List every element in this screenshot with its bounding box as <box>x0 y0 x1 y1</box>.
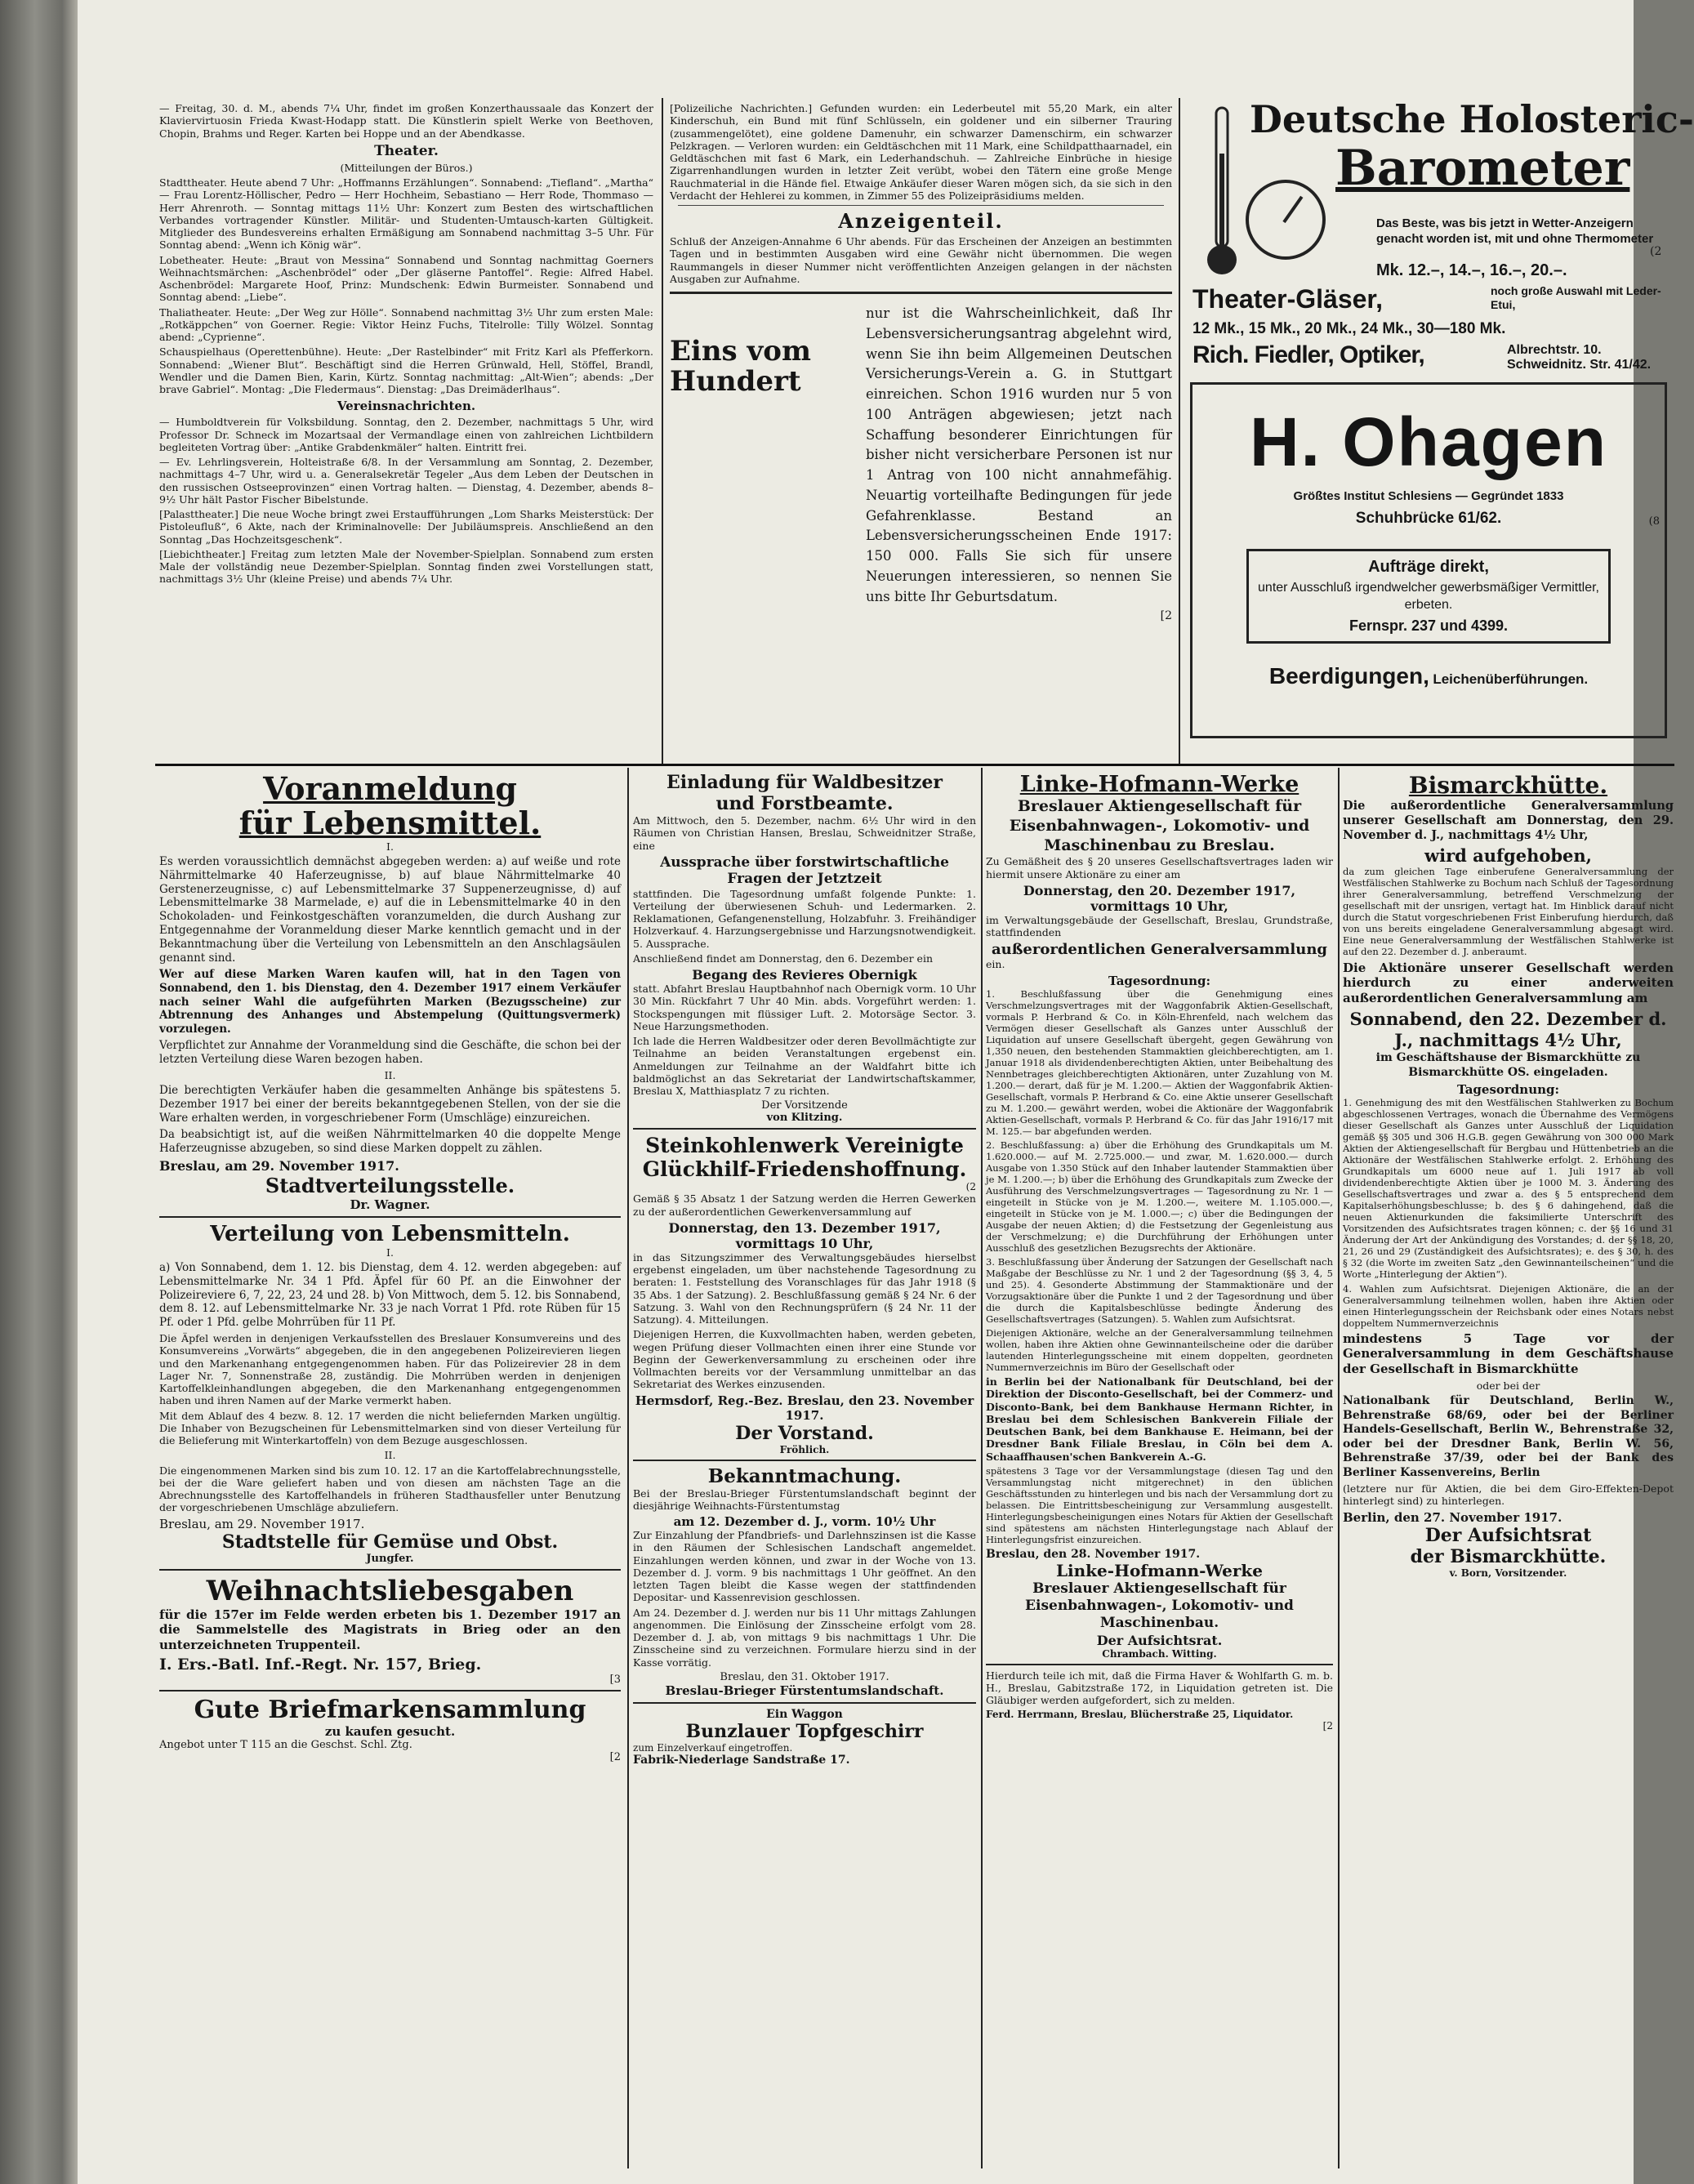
ohagen-ad <box>1190 382 1667 738</box>
bismarckhuette-date-2: Berlin, den 27. November 1917. <box>1343 1509 1562 1525</box>
book-binding-edge <box>0 0 78 2184</box>
voranmeldung-text-1: Es werden voraussichtlich demnächst abgegeben werden: a) auf weiße und rote Nährmittelmarke 40 Haferzeugnisse, b) auf blaue Nährmittelmarke 40 Gerstenerzeugnisse, c) auf Lebensmittelmarke 37 Suppenerzeugnisse, d) auf Lebensmittelmarke 38 Marmelade, e) auf die in Lebensmittelmarke 40 in den Schokoladen- und Feinkostgeschäften voranzumelden, die durch Aushang zur Entgegennahme der Voranmeldung dieser Marke kenntlich gemacht und in der Bekanntmachung über die Verteilung von Lebensmitteln an den Anschlagsäulen genannt sind. <box>159 854 621 965</box>
verteilung-date: Breslau, am 29. November 1917. <box>159 1516 365 1531</box>
divider-rule <box>159 1569 621 1571</box>
weihnacht-text: für die 157er im Felde werden erbeten bis 1. Dezember 1917 an die Sammelstelle des Magistrats in Brieg oder an den unterzeichneten Truppenteil. <box>159 1607 621 1653</box>
voranmeldung-title-2: für Lebensmittel. <box>238 804 542 841</box>
bismarckhuette-date: Sonnabend, den 22. Dezember d. J., nachmittags 4½ Uhr, <box>1349 1008 1667 1050</box>
stadttheater-notice: Stadttheater. Heute abend 7 Uhr: „Hoffmanns Erzählungen“. Sonnabend: „Tiefland“. „Martha“ — Frau Lorentz-Höllischer, Pedro — Herr Hochheim, Sebastiano — Herr Rode, Thommaso — Herr Ahrenroth. — Sonntag mittags 11½ Uhr: Konzert zum Besten des wirtschaftlichen Verbandes vortragender Künstler. Militär- und Studenten-Umtausch-karten Gültigkeit. Mitglieder des Bundesvereins erhalten Ermäßigung am Sonnabend nachmittag 3–5 Uhr. Für Sonntag abend: „Wenn ich König wär“. <box>159 176 653 252</box>
section-divider <box>155 764 1674 766</box>
theater-subheading: (Mitteilungen der Büros.) <box>340 161 473 174</box>
bismarckhuette-sign-1: Der Aufsichtsrat <box>1424 1524 1592 1546</box>
wald-text-3: Anschließend findet am Donnerstag, den 6. Dezember ein <box>633 952 934 965</box>
divider-rule <box>986 1664 1333 1665</box>
linke-hofmann-text-8: spätestens 3 Tage vor der Versammlungstage (diesen Tag und den Versammlungstag nicht mitgerechnet) in den üblichen Geschäftsstunden zu hinterlegen und bis nach der Versammlung dort zu belassen. Die Eintrittsbescheinigung zur Versammlung ausgestellt. Hinterlegungsbescheinigungen eines Notars für Aktien der Gesellschaft sind spätestens am nächsten Hinterlegungstage nach Ablauf der Hinterlegungsfrist einzureichen. <box>986 1464 1333 1545</box>
palasttheater-notice: [Palasttheater.] Die neue Woche bringt zwei Erstaufführungen „Lom Sharks Meisterstück: Der Pistoleufluß“, 6 Akte, nach der Kriminalnovelle: Der Jubiläumspreis. Anschließend an den Sonntag „Das Hochzeitsgeschenk“. <box>159 508 653 546</box>
divider-rule <box>159 1216 621 1218</box>
newspaper-page <box>78 0 1694 2184</box>
ohagen-burial-line <box>1192 663 1665 689</box>
verteilung-text-1: a) Von Sonnabend, dem 1. 12. bis Dienstag, dem 4. 12. werden abgegeben: auf Lebensmittelmarke Nr. 34 1 Pfd. Äpfel für 60 Pf. an die Einwohner der Polizeireviere 6, 7, 22, 23, 24 und 28. b) Von Mittwoch, dem 5. 12. bis Sonnabend, dem 8. 12. auf Lebensmittelmarke Nr. 33 je nach Vorrat 1 Pfd. rote Rüben für 15 Pf. oder 1 Pfd. gelbe Mohrrüben für 11 Pf. <box>159 1260 621 1330</box>
bismarckhuette-text-7: (letztere nur für Aktien, die bei dem Giro-Effekten-Depot hinterlegt sind) zu hinterlegen. <box>1343 1482 1674 1508</box>
wald-sign-1: Der Vorsitzende <box>761 1099 848 1112</box>
wald-text-1: Am Mittwoch, den 5. Dezember, nachm. 6½ Uhr wird in den Räumen von Christian Hansen, Breslau, Schweidnitzer Straße, eine <box>633 814 976 852</box>
anzeigen-notice: Schluß der Anzeigen-Annahme 6 Uhr abends. Für das Erscheinen der Anzeigen an bestimmten Tagen und in bestimmten Ausgaben wird eine Gewähr nicht übernommen. Die wegen Raummangels in dieser Nummer nicht veröffentlichten Anzeigen gelangen in der nächsten Ausgaben zur Aufnahme. <box>670 235 1172 285</box>
weihnacht-mark: [3 <box>609 1673 621 1686</box>
haver-sign: Ferd. Herrmann, Breslau, Blücherstraße 25, Liquidator. <box>986 1709 1294 1721</box>
steinkohlen-title-2: Glückhilf-Friedenshoffnung. <box>642 1157 967 1182</box>
bismarckhuette-tagesordnung: Tagesordnung: <box>1456 1082 1560 1098</box>
insurance-ad <box>670 304 1172 609</box>
barometer-title-2: Barometer <box>1335 140 1630 197</box>
haver-mark: [2 <box>1322 1720 1333 1732</box>
weihnacht-title: Weihnachtsliebesgaben <box>206 1574 574 1607</box>
verteilung-section-ii: II. <box>384 1449 396 1462</box>
linke-hofmann-sign-3: Der Aufsichtsrat. <box>1096 1632 1223 1648</box>
bismarckhuette-text-4: 1. Genehmigung des mit den Westfälischen Stahlwerken zu Bochum abgeschlossenen Vertrages, wonach die Übernahme des Vermögens dieser Gesellschaft als Ganzes unter Ausschluß der Liquidation gemäß §§ 305 und 306 H.G.B. gegen Gewährung von 300 000 Mark Aktien der Aktiengesellschaft für Bergbau und Hüttenbetrieb an die Aktionäre der Westfälischen Stahlwerke erfolgt. 2. Erhöhung des Grundkapitals um 6000 neue auf 1. Juli 1917 ab voll dividendenberechtigte Aktien über je 1000 M. 3. Änderung des Gesellschaftsvertrages und zwar a. des § 5 entsprechend dem Kapitalserhöhungsbeschlusse; b. des § 6 dahingehend, daß die neuen Aktienurkunden die faksimilierte Unterschrift des Vorsitzenden des Aufsichtsrates tragen können; c. der §§ 16 und 31 Änderung der Art der Ankündigung des Vorstandes; d. der §§ 18, 20, 21, 26 und 29 (Zuständigkeit des Aufsichtsrates); e. des § 30, h. des § 32 (die Worte im zweiten Satz „den Gewinnanteilscheinen“ und die Worte „Hinterlegung der Aktien“). <box>1343 1097 1674 1281</box>
verteilung-text-4: Die eingenommenen Marken sind bis zum 10. 12. 17 an die Kartoffelabrechnungsstelle, bei der die Ware geliefert haben und von diesen am nächsten Tage an die Abrechnungsstelle des Kartoffelhandels in früheren Stadthausfeller unter Benutzung der vorgeschriebenen Umschläge abzuliefern. <box>159 1464 621 1514</box>
column-divider <box>662 98 663 764</box>
bekanntmachung-sign: Breslau-Brieger Fürstentumslandschaft. <box>665 1683 944 1698</box>
column-divider <box>1338 768 1340 2168</box>
verteilung-text-2: Die Äpfel werden in denjenigen Verkaufsstellen des Breslauer Konsumvereins und des Konsumvereins „Vorwärts“ abgegeben, die in den angegebenen Polizeirevieren liegen und den Markenanhang entgegengenommen haben. Für das Polizeirevier 28 in dem Lager Nr. 7, Sonnenstraße 28, zuständig. Die Mohrrüben werden in denjenigen Kartoffelkleinhandlungen abgegeben, die den Markenanhang entgegengenommen haben und ihren Namen auf der Marke vermerkt haben. <box>159 1332 621 1407</box>
bismarckhuette-aufgehoben: wird aufgehoben, <box>1424 845 1592 867</box>
linke-hofmann-tagesordnung: Tagesordnung: <box>1108 973 1211 988</box>
column-divider <box>1179 98 1180 764</box>
bekanntmachung-text-1: Bei der Breslau-Brieger Fürstentumslandschaft beginnt der diesjährige Weihnachts-Fürstentumstag <box>633 1486 976 1512</box>
bismarckhuette-text-5: 4. Wahlen zum Aufsichtsrat. Diejenigen Aktionäre, die an der Generalversammlung teilnehmen wollen, haben ihre Aktien oder einen Hinterlegungsschein der Reichsbank oder eines Notars nebst doppeltem Nummernverzeichnis <box>1343 1282 1674 1329</box>
voranmeldung-title-1: Voranmeldung <box>263 770 517 807</box>
thermometer-icon <box>1205 105 1239 284</box>
wald-title-1: Einladung für Waldbesitzer <box>666 772 943 793</box>
bekanntmachung-date-2: Breslau, den 31. Oktober 1917. <box>720 1670 889 1683</box>
bismarckhuette-text-1: Die außerordentliche Generalversammlung unserer Gesellschaft am Donnerstag, den 29. November d. J., nachmittags 4½ Uhr, <box>1343 799 1674 843</box>
linke-hofmann-text-2: im Verwaltungsgebäude der Gesellschaft, Breslau, Grundstraße, stattfindenden <box>986 913 1333 938</box>
anzeigenteil-heading: Anzeigenteil. <box>838 209 1004 233</box>
linke-hofmann-text-1: Zu Gemäßheit des § 20 unseres Gesellschaftsvertrages laden wir hiermit unsere Aktionäre zu einer am <box>986 855 1333 880</box>
lobetheater-notice: Lobetheater. Heute: „Braut von Messina“ Sonnabend und Sonntag nachmittag Goerners Weihnachtsmärchen: „Aschenbrödel“ oder „Der gläserne Pantoffel“. Regie: Alfred Habel. Aschenbrödel: Margarete Hoof, Prinz: Mundschenk: Edwin Burmeister. Sonnabend und Sonntag abend: „Liebe“. <box>159 253 653 304</box>
haver-notice: Hierdurch teile ich mit, daß die Firma Haver & Wohlfarth G. m. b. H., Breslau, Gabitzstraße 172, in Liquidation getreten ist. Die Gläubiger werden aufgefordert, sich zu melden. <box>986 1669 1333 1707</box>
voranmeldung-date: Breslau, am 29. November 1917. <box>159 1157 399 1174</box>
divider-rule <box>678 205 1164 206</box>
linke-hofmann-sign-4: Chrambach. Witting. <box>1102 1647 1217 1660</box>
linke-hofmann-title: Linke-Hofmann-Werke <box>1019 772 1299 797</box>
insurance-ad-text: nur ist die Wahrscheinlichkeit, daß Ihr Lebensversicherungsantrag abgelehnt wird, wenn Sie ihn beim Allgemeinen Deutschen Versicherungs-Verein a. G. in Stuttgart einreichen. Schon 1916 wurden nur 5 von 100 Anträgen abgewiesen; jetzt nach Schaffung besonderer Einrichtungen für bisher nicht versicherbare Personen ist nur 1 Antrag von 100 nicht annahmefähig. Neuartig vorteilhafte Bedingungen für jede Gefahrenklasse. Bestand an Lebensversicherungsscheinen Ende 1917: 150 000. Falls Sie sich für unsere Neuerungen interessieren, so nennen Sie uns bitte Ihr Geburtsdatum. <box>866 305 1172 604</box>
top-column-1 <box>159 102 653 755</box>
bottom-column-1 <box>159 772 621 2177</box>
bismarckhuette-text-3: im Geschäftshause der Bismarckhütte zu Bismarckhütte OS. eingeladen. <box>1375 1051 1641 1079</box>
briefmarken-title: Gute Briefmarkensammlung <box>194 1695 586 1724</box>
linke-hofmann-date-2: Breslau, den 28. November 1917. <box>986 1547 1201 1561</box>
barometer-mark: (2 <box>1650 245 1662 258</box>
column-divider <box>627 768 629 2168</box>
verteilung-sign-2: Jungfer. <box>366 1552 414 1565</box>
liebichtheater-notice: [Liebichtheater.] Freitag zum letzten Male der November-Spielplan. Sonnabend zum ersten Male der vollständig neue Dezember-Spielplan. Sonntag finden zwei Vorstellungen statt, nachmittags 3½ Uhr (kleine Preise) und abends 7¼ Uhr. <box>159 547 653 586</box>
fiedler-address-1: Albrechtstr. 10. <box>1507 343 1602 357</box>
verteilung-title: Verteilung von Lebensmitteln. <box>210 1221 570 1246</box>
insurance-ad-title: Eins vom Hundert <box>670 335 811 399</box>
bismarckhuette-banks: Nationalbank für Deutschland, Berlin W., Behrenstraße 68/69, oder bei der Berliner Handels-Gesellschaft, Berlin W., Behrenstraße 32, oder bei der Dresdner Bank, Berlin W. 56, Behrenstraße 37/39, oder bei der Bank des Berliner Kassenvereins, Berlin <box>1343 1394 1674 1479</box>
steinkohlen-title-1: Steinkohlenwerk Vereinigte <box>645 1134 964 1158</box>
linke-hofmann-text-5: 2. Beschlußfassung: a) über die Erhöhung des Grundkapitals um M. 1.620.000.— auf M. 2.725.000.— und zwar, M. 1.620.000.— durch Ausgabe von 1.350 Stück auf den Inhaber lautender Stammaktien über je M. 1.200.—; b) über die Erhöhung des Grundkapitals zum Zwecke der Ausführung des Verschmelzungsvertrages — Tagesordnung zu Nr. 1 — eingeteilt in Stücke von je M. 1.200.—, weitere M. 1.105.000.—, eingeteilt in Stücke von je M. 1.000.—; c) über die Bedingungen der Ausgabe der neuen Aktien; d) die Festsetzung der Gegenleistung aus der Verschmelzung; e) die Durchführung der Erhöhungen unter Ausschluß des gesetzlichen Bezugsrechts der Aktionäre. <box>986 1139 1333 1254</box>
verein-heading: Vereinsnachrichten. <box>337 399 476 414</box>
wald-title-3: Aussprache über forstwirtschaftliche Fragen der Jetztzeit <box>660 854 949 888</box>
linke-hofmann-subtitle: Breslauer Aktiengesellschaft für Eisenbahnwagen-, Lokomotiv- und Maschinenbau zu Breslau. <box>1009 797 1310 854</box>
linke-hofmann-text-6: 3. Beschlußfassung über Änderung der Satzungen der Gesellschaft nach Maßgabe der Beschlüsse zu Nr. 1 und 2 der Tagesordnung (§§ 3, 4, 5 und 25). 4. Gesonderte Abstimmung der Stammaktionäre und der Vorzugsaktionäre über die Punkte 1 und 2 der Tagesordnung und über die durch die Kapitalsbeschlüsse bedingte Änderung des Gesellschaftsvertrages (Satzungen). 5. Wahlen zum Aufsichtsrat. <box>986 1255 1333 1325</box>
theater-heading: Theater. <box>374 142 439 159</box>
voranmeldung-text-4: Die berechtigten Verkäufer haben die gesammelten Anhänge bis spätestens 5. Dezember 1917 bei einer der bereits bekanntgegebenen Stellen, von der sie die Ware erhalten werden, in vorgeschriebener Form (Umschläge) einzureichen. <box>159 1084 621 1125</box>
barometer-text: Das Beste, was bis jetzt in Wetter-Anzeigern genacht worden ist, mit und ohne Thermometer <box>1376 216 1654 246</box>
divider-rule <box>633 1460 976 1461</box>
humboldtverein-notice: — Humboldtverein für Volksbildung. Sonntag, den 2. Dezember, nachmittags 5 Uhr, wird Professor Dr. Schneck im Mozartsaal der Vermandlage einen von zahlreichen Lichtbildern begleiteten Vortrag über: „Antike Grabdenkmäler“ halten. Eintritt frei. <box>159 416 653 453</box>
theater-glaeser-sub: noch große Auswahl mit Leder-Etui, <box>1491 284 1661 311</box>
topf-line-1: Ein Waggon <box>766 1707 843 1721</box>
divider-rule <box>633 1128 976 1130</box>
barometer-dial-icon <box>1246 180 1326 260</box>
wald-title-2: und Forstbeamte. <box>715 793 894 814</box>
bottom-column-2 <box>633 772 976 2177</box>
ohagen-box-line-3: Fernspr. 237 und 4399. <box>1349 617 1509 634</box>
briefmarken-mark: [2 <box>609 1750 621 1763</box>
wald-text-4: statt. Abfahrt Breslau Hauptbahnhof nach Obernigk vorm. 10 Uhr 30 Min. Rückfahrt 7 Uhr 40 Min. abds. Vorgeführt werden: 1. Stockspengungen mit flüssiger Luft. 2. Motorsäge Sector. 3. Neue Harzungsmethoden. <box>633 983 976 1032</box>
concert-notice: — Freitag, 30. d. M., abends 7¼ Uhr, findet im großen Konzerthaussaale das Konzert der Klaviervirtuosin Frieda Kwast-Hodapp statt. Die Künstlerin spielt Werke von Beethoven, Chopin, Brahms und Reger. Karten bei Hoppe und an der Abendkasse. <box>159 102 653 140</box>
top-column-2 <box>670 102 1172 764</box>
steinkohlen-text-1: Gemäß § 35 Absatz 1 der Satzung werden die Herren Gewerken zu der außerordentlichen Gewerkenversammlung auf <box>633 1192 976 1218</box>
steinkohlen-text-2: in das Sitzungszimmer des Verwaltungsgebäudes hierselbst ergebenst eingeladen, um über nachstehende Tagesordnung zu beraten: 1. Feststellung des Voranschlages für das Jahr 1918 (§ 35 Abs. 1 der Satzung). 2. Beschlußfassung gemäß § 24 Nr. 6 der Satzung. 3. Wahl von den Rechnungsprüfern (§ 24 Nr. 11 der Satzung). 4. Mitteilungen. <box>633 1250 976 1326</box>
ohagen-burial-2: Leichenüberführungen. <box>1433 671 1589 687</box>
bottom-column-3 <box>986 772 1333 2177</box>
barometer-title-1: Deutsche Holosteric- <box>1250 97 1694 141</box>
fiedler-optiker: Rich. Fiedler, Optiker, <box>1192 341 1424 368</box>
bismarckhuette-text-2: da zum gleichen Tage einberufene Generalversammlung der Westfälischen Stahlwerke zu Bochum nach Schluß der Tagesordnung ihrer Generalversammlung, betreffend Verschmelzung der gesellschaft mit der unsrigen, vertagt hat. Im Hinblick darauf nicht durch die Statut vorgeschriebenen Frist Einberufung hierdurch, daß von uns bereits eingeladene Generalversammlung abgesagt wird. Eine neue Generalversammlung der Westfälischen Stahlwerke ist auf den 22. Dezember d. J. anberaumt. <box>1343 866 1674 958</box>
voranmeldung-text-5: Da beabsichtigt ist, auf die weißen Nährmittelmarken 40 die doppelte Menge Haferzeugnisse abzugeben, so sind diese Marken doppelt zu zählen. <box>159 1127 621 1155</box>
ohagen-subtitle: Größtes Institut Schlesiens — Gegründet 1833 <box>1293 489 1564 503</box>
ohagen-box-line-1: Aufträge direkt, <box>1368 558 1489 576</box>
topf-line-3: zum Einzelverkauf eingetroffen. <box>633 1741 793 1754</box>
bekanntmachung-date: am 12. Dezember d. J., vorm. 10½ Uhr <box>673 1514 936 1530</box>
police-notice: [Polizeiliche Nachrichten.] Gefunden wurden: ein Lederbeutel mit 55,20 Mark, ein alter Kinderschuh, ein Bund mit fünf Schlüsseln, ein goldener und ein silberner Trauring (zusammengelötet), eine goldene Damenuhr, ein schwarzer Damenschirm, ein schwarzer Pelzkragen. — Verloren wurden: ein Geldtäschchen mit 11 Mark, eine Schildpatthaarnadel, ein Geldtäschchen mit fast 6 Mark, ein Lederhandschuh. — Zahlreiche Einbrüche in hiesige Zigarrenhandlungen wurden in letzter Zeit verübt, wobei den Tätern eine große Menge Rauchmaterial in die Hände fiel. Etwaige Ankäufer dieser Waren mögen sich, da sie sich in den Verdacht der Hehlerei zu kommen, in Zimmer 55 des Polizeipräsidiums melden. <box>670 102 1172 202</box>
briefmarken-subtitle: zu kaufen gesucht. <box>324 1723 456 1739</box>
bismarckhuette-text-6: oder bei der <box>1476 1379 1540 1392</box>
linke-hofmann-text-4: 1. Beschlußfassung über die Genehmigung eines Verschmelzungsvertrages mit der Waggonfabrik Aktien-Gesellschaft, vormals P. Herbrand & Co. in Köln-Ehrenfeld, nach welchem das Vermögen dieser Gesellschaft als Ganzes unter Ausschluß der Liquidation auf unsere Gesellschaft übergeht, gegen Gewährung von 1,350 neuen, den bestehenden Stammaktien gleichberechtigten, am 1. Januar 1918 als dividendenberechtigten Aktien, unter Beibehaltung des Nennbetrages gleichberechtigten Aktionären, unter Zuzahlung von M. 1.200.— derart, daß für je M. 1.200.— Aktien der Waggonfabrik Aktien-Gesellschaft, vormals P. Herbrand & Co. eine Aktie unserer Gesellschaft zu M. 1.200.— gewährt werden, wobei die Aktionäre der Waggonfabrik Aktien-Gesellschaft, vormals P. Herbrand & Co. für das Jahr 1916/17 mit M. 125.— bar abgefunden werden. <box>986 987 1333 1137</box>
steinkohlen-sign-2: Fröhlich. <box>779 1443 830 1455</box>
steinkohlen-text-3: Diejenigen Herren, die Kuxvollmachten haben, werden gebeten, wegen Prüfung dieser Vollmachten einen ihrer eine Stunde vor Beginn der Gewerkenversammlung zu erscheinen oder ihre Vollmachten bereits vor der Versammlung unmittelbar an das Sekretariat des Werkes einzusenden. <box>633 1328 976 1391</box>
bismarckhuette-sign-2: der Bismarckhütte. <box>1410 1545 1607 1567</box>
wald-text-2: stattfinden. Die Tagesordnung umfaßt folgende Punkte: 1. Verteilung der überwiesenen Schuh- und Ledermarken. 2. Reklamationen, Gefangenenstellung, Holzabfuhr. 3. Freihändiger Holzverkauf. 4. Harzungsergebnisse und Harzungsnotwendigkeit. 5. Aussprache. <box>633 887 976 950</box>
insurance-ad-mark: [2 <box>1160 609 1172 623</box>
voranmeldung-section-ii: II. <box>384 1068 396 1081</box>
verteilung-text-3: Mit dem Ablauf des 4 bezw. 8. 12. 17 werden die nicht beliefernden Marken ungültig. Die Inhaber von Bezugscheinen für Lebensmittelmarken sind von dieser Verteilung für die Belieferung mit Winterkartoffeln) von dem Bezuge ausgeschlossen. <box>159 1409 621 1447</box>
bekanntmachung-text-2: Zur Einzahlung der Pfandbriefs- und Darlehnszinsen ist die Kasse in den Räumen der Schlesischen Landschaft angemeldet. Einzahlungen werden können, und zwar in der Woche von 13. Dezember d. J. vorm. 9 bis nachmittags 1 Uhr geöffnet. An den letzten Tagen bleibt die Kasse wegen der stattfindenden Depositar- und Kassenrevision geschlossen. <box>633 1529 976 1604</box>
linke-hofmann-title-3: außerordentlichen Generalversammlung <box>991 941 1328 959</box>
bismarckhuette-sign-3: v. Born, Vorsitzender. <box>1449 1567 1567 1579</box>
wald-title-4: Begang des Revieres Obernigk <box>692 967 917 983</box>
steinkohlen-date: Donnerstag, den 13. Dezember 1917, vormittags 10 Uhr, <box>668 1219 941 1251</box>
bismarckhuette-einladung: Die Aktionäre unserer Gesellschaft werden hierdurch zu einer anderweiten außerordentlichen Generalversammlung am <box>1343 960 1674 1005</box>
barometer-ad <box>1188 97 1694 372</box>
ohagen-box-line-2: unter Ausschluß irgendwelcher gewerbsmäßiger Vermittler, erbeten. <box>1258 581 1599 612</box>
ohagen-order-box <box>1246 549 1611 644</box>
steinkohlen-mark: (2 <box>965 1181 976 1193</box>
linke-hofmann-sign-2: Breslauer Aktiengesellschaft für Eisenbahnwagen-, Lokomotiv- und Maschinenbau. <box>1025 1580 1294 1632</box>
voranmeldung-text-2: Wer auf diese Marken Waren kaufen will, hat in den Tagen von Sonnabend, den 1. bis Dienstag, den 4. Dezember 1917 einem Verkäufer nach seiner Wahl die aufgeführten Marken (Bezugsscheine) zur Abtrennung des Anhanges und Abstempelung (Quittungsvermerk) vorzulegen. <box>159 967 621 1036</box>
bismarckhuette-title: Bismarckhütte. <box>1408 772 1608 799</box>
linke-hofmann-date: Donnerstag, den 20. Dezember 1917, vormittags 10 Uhr, <box>1023 882 1296 914</box>
linke-hofmann-text-7: Diejenigen Aktionäre, welche an der Generalversammlung teilnehmen wollen, haben ihre Aktien ohne Gewinnanteilscheine oder die darüber lautenden Hinterlegungsscheine mit einem doppelten, geordneten Nummernverzeichnis im Büro der Gesellschaft oder <box>986 1326 1333 1373</box>
divider-rule <box>633 1702 976 1704</box>
lehrlingsverein-notice: — Ev. Lehrlingsverein, Holteistraße 6/8. In der Versammlung am Sonntag, 2. Dezember, nachmittags 4–7 Uhr, wird u. a. Generalsekretär Tegeler „Aus dem Leben der Deutschen in den russischen Ostseeprovinzen“ einen Vortrag halten. — Dienstag, 4. Dezember, abends 8–9½ Uhr hält Pastor Fischer Bibelstunde. <box>159 456 653 506</box>
column-divider <box>981 768 983 2168</box>
wald-text-5: Ich lade die Herren Waldbesitzer oder deren Bevollmächtigte zur Teilnahme an beiden Veranstaltungen ergebenst ein. Anmeldungen zur Teilnahme an der Waldfahrt bitte ich baldmöglichst an das Sekretariat der Landwirtschaftskammer, Breslau X, Matthiasplatz 7 zu richten. <box>633 1035 976 1098</box>
schauspielhaus-notice: Schauspielhaus (Operettenbühne). Heute: „Der Rastelbinder“ mit Fritz Karl als Pfefferkorn. Sonnabend: „Wiener Blut“. Beschäftigt sind die Herren Grünwald, Hell, Stöffel, Brandl, Wendler und die Damen Bien, Karin, Kürtz. Sonntag nachmittag: „Alt-Wien“; abends: „Der brave Gabriel“. Montag: „Die Fledermaus“. Dienstag: „Das Dreimäderlhaus“. <box>159 345 653 395</box>
topf-line-2: Bunzlauer Topfgeschirr <box>685 1720 924 1742</box>
verteilung-section-i: I. <box>386 1246 394 1259</box>
fiedler-address-2: Schweidnitz. Str. 41/42. <box>1507 358 1652 372</box>
linke-hofmann-text-3: ein. <box>986 958 1005 971</box>
bismarckhuette-frist: mindestens 5 Tage vor der Generalversammlung in dem Geschäftshause der Gesellschaft in Bismarckhütte <box>1343 1330 1674 1377</box>
ohagen-mark: (8 <box>1648 515 1660 528</box>
bottom-column-4 <box>1343 772 1674 2177</box>
voranmeldung-sign: Stadtverteilungsstelle. <box>265 1173 515 1197</box>
bekanntmachung-title: Bekanntmachung. <box>707 1464 902 1487</box>
theater-glaeser-prices: 12 Mk., 15 Mk., 20 Mk., 24 Mk., 30—180 Mk. <box>1192 320 1506 337</box>
voranmeldung-section-i: I. <box>386 840 394 853</box>
linke-hofmann-banks: in Berlin bei der Nationalbank für Deutschland, bei der Direktion der Disconto-Gesellschaft, bei der Commerz- und Disconto-Bank, bei dem Bankhause Hermann Richter, in Breslau bei dem Schlesischen Bankverein Filiale der Deutschen Bank, bei dem Bankhause E. Heimann, bei der Dresdner Bank Filiale Breslau, in Cöln bei dem A. Schaaffhausen'schen Bankverein A.-G. <box>986 1375 1333 1463</box>
verteilung-sign: Stadtstelle für Gemüse und Obst. <box>221 1531 559 1553</box>
ad-border <box>670 292 1172 294</box>
ohagen-address: Schuhbrücke 61/62. <box>1355 510 1502 527</box>
barometer-prices: Mk. 12.–, 14.–, 16.–, 20.–. <box>1376 261 1567 279</box>
weihnacht-sign: I. Ers.-Batl. Inf.-Regt. Nr. 157, Brieg. <box>159 1655 482 1674</box>
ohagen-name: H. Ohagen <box>1249 403 1608 480</box>
divider-rule <box>159 1690 621 1691</box>
briefmarken-text: Angebot unter T 115 an die Geschst. Schl. Ztg. <box>159 1738 412 1751</box>
theater-glaeser-heading: Theater-Gläser, <box>1192 284 1383 314</box>
steinkohlen-sign: Der Vorstand. <box>735 1422 874 1444</box>
voranmeldung-sign-2: Dr. Wagner. <box>350 1197 430 1212</box>
steinkohlen-place: Hermsdorf, Reg.-Bez. Breslau, den 23. November 1917. <box>635 1393 974 1423</box>
bekanntmachung-text-3: Am 24. Dezember d. J. werden nur bis 11 Uhr mittags Zahlungen angenommen. Die Einlösung der Zinsscheine erfolgt vom 28. Dezember d. J. ab, von mittags 9 bis nachmittags 1 Uhr. Die Zinsscheine sind zu verzeichnen. Formulare hierzu sind in der Kasse vorrätig. <box>633 1606 976 1669</box>
ohagen-burial: Beerdigungen, <box>1268 662 1429 689</box>
topf-line-4: Fabrik-Niederlage Sandstraße 17. <box>633 1753 850 1767</box>
voranmeldung-text-3: Verpflichtet zur Annahme der Voranmeldung sind die Geschäfte, die schon bei der letzten Verteilung diese Waren bezogen haben. <box>159 1039 621 1067</box>
linke-hofmann-sign-1: Linke-Hofmann-Werke <box>1055 1560 1263 1580</box>
thaliatheater-notice: Thaliatheater. Heute: „Der Weg zur Hölle“. Sonnabend nachmittag 3½ Uhr zum ersten Male: „Rotkäppchen“ von Goerner. Regie: Viktor Heinz Fuchs, Titelrolle: Tilly Wölzel. Sonntag abend: „Cyprienne“. <box>159 305 653 343</box>
wald-sign-2: von Klitzing. <box>766 1112 843 1125</box>
